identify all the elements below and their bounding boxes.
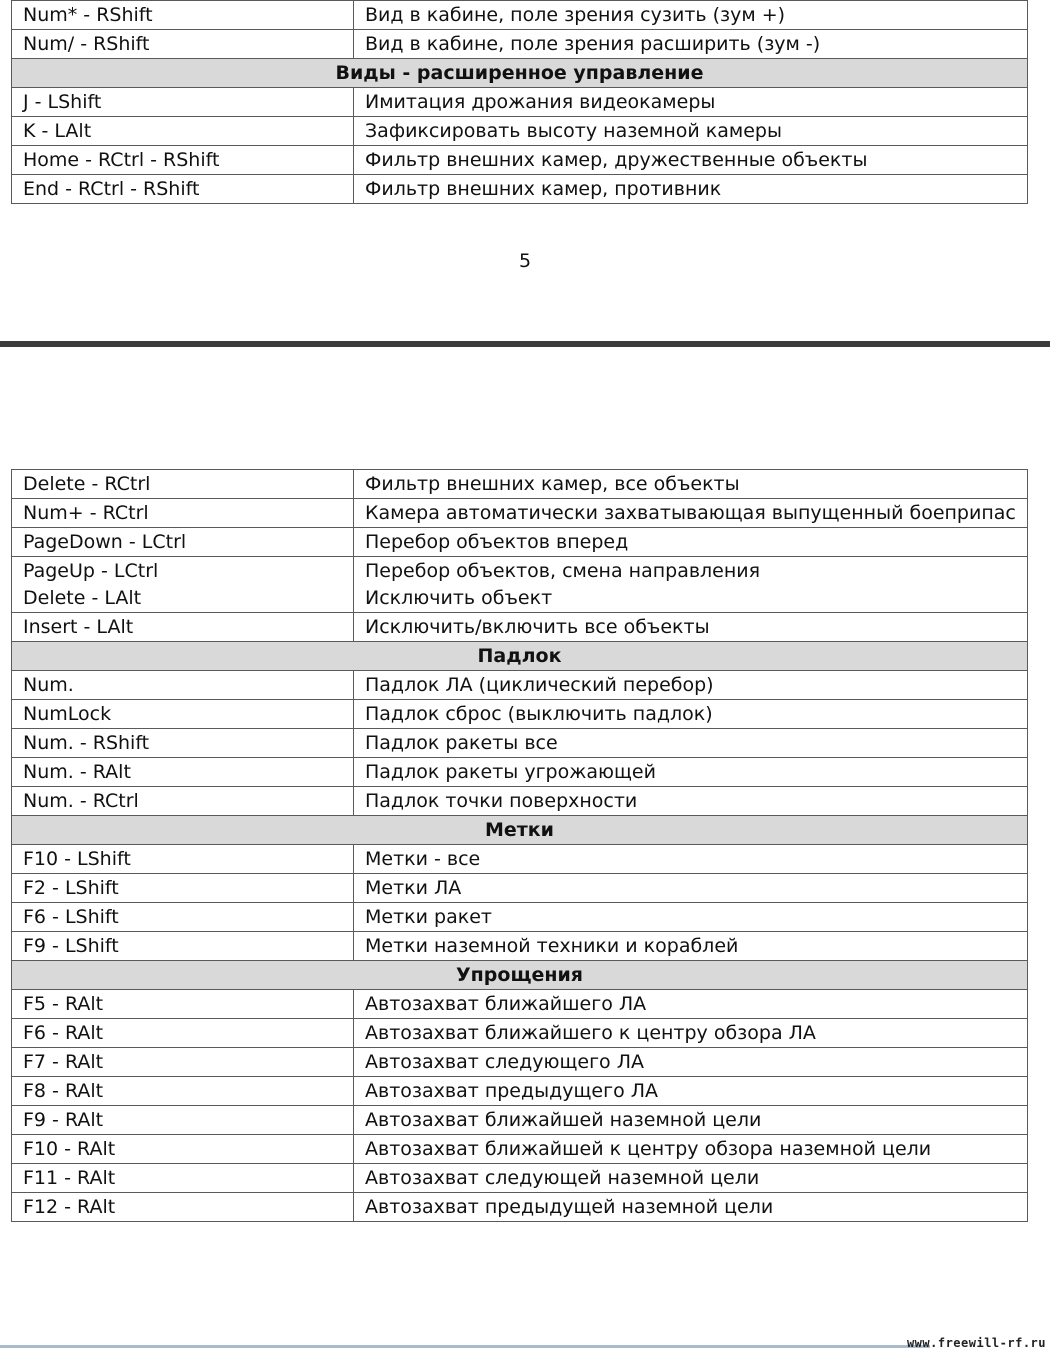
key-combo-cell: Num. - RCtrl — [12, 787, 354, 816]
table-row — [12, 990, 1028, 1019]
table-row — [12, 729, 1028, 758]
section-header-row — [12, 59, 1028, 88]
page-separator — [0, 341, 1050, 347]
action-cell: Падлок ракеты угрожающей — [354, 758, 1028, 787]
key-combo-cell: Insert - LAlt — [12, 613, 354, 642]
table-row — [12, 758, 1028, 787]
action-cell: Перебор объектов вперед — [354, 528, 1028, 557]
table-row — [12, 117, 1028, 146]
table-row — [12, 470, 1028, 499]
key-combo-cell: J - LShift — [12, 88, 354, 117]
action-cell: Вид в кабине, поле зрения сузить (зум +) — [354, 1, 1028, 30]
action-cell: Автозахват предыдущей наземной цели — [354, 1193, 1028, 1222]
action-cell: Падлок ракеты все — [354, 729, 1028, 758]
action-line: Исключить объект — [365, 586, 553, 609]
action-cell: Метки наземной техники и кораблей — [354, 932, 1028, 961]
key-combo-cell: End - RCtrl - RShift — [12, 175, 354, 204]
action-line: Перебор объектов, смена направления — [365, 559, 761, 582]
key-combo-cell: Home - RCtrl - RShift — [12, 146, 354, 175]
key-combo-line: PageUp - LCtrl — [23, 559, 159, 582]
table-row — [12, 1164, 1028, 1193]
table-row — [12, 528, 1028, 557]
action-cell: Фильтр внешних камер, все объекты — [354, 470, 1028, 499]
key-combo-cell: F11 - RAlt — [12, 1164, 354, 1193]
key-combo-cell: F10 - RAlt — [12, 1135, 354, 1164]
table-row — [12, 932, 1028, 961]
table-row — [12, 903, 1028, 932]
table-row — [12, 700, 1028, 729]
action-cell: Зафиксировать высоту наземной камеры — [354, 117, 1028, 146]
key-combo-cell: F6 - RAlt — [12, 1019, 354, 1048]
key-combo-cell: PageDown - LCtrl — [12, 528, 354, 557]
key-combo-cell: Num+ - RCtrl — [12, 499, 354, 528]
section-header-row — [12, 961, 1028, 990]
action-cell: Автозахват следующего ЛА — [354, 1048, 1028, 1077]
key-combo-cell: F12 - RAlt — [12, 1193, 354, 1222]
action-cell: Исключить/включить все объекты — [354, 613, 1028, 642]
action-cell: Автозахват следующей наземной цели — [354, 1164, 1028, 1193]
action-cell — [354, 557, 1028, 613]
action-cell: Метки ЛА — [354, 874, 1028, 903]
watermark: www.freewill-rf.ru — [906, 1336, 1046, 1350]
section-header-row — [12, 642, 1028, 671]
table-row — [12, 1019, 1028, 1048]
key-combo-cell: K - LAlt — [12, 117, 354, 146]
keybind-table-top — [11, 0, 1028, 204]
section-title: Упрощения — [12, 961, 1028, 990]
key-combo-cell: F9 - RAlt — [12, 1106, 354, 1135]
table-row — [12, 88, 1028, 117]
table-row — [12, 1106, 1028, 1135]
action-cell: Имитация дрожания видеокамеры — [354, 88, 1028, 117]
key-combo-cell: Num. - RAlt — [12, 758, 354, 787]
table-row — [12, 671, 1028, 700]
key-combo-cell: F8 - RAlt — [12, 1077, 354, 1106]
action-cell: Камера автоматически захватывающая выпущенный боеприпас — [354, 499, 1028, 528]
table-row — [12, 845, 1028, 874]
table-row — [12, 874, 1028, 903]
section-title: Виды - расширенное управление — [12, 59, 1028, 88]
action-cell: Автозахват ближайшего ЛА — [354, 990, 1028, 1019]
key-combo-cell: NumLock — [12, 700, 354, 729]
table-row — [12, 499, 1028, 528]
action-cell: Фильтр внешних камер, дружественные объекты — [354, 146, 1028, 175]
action-cell: Метки ракет — [354, 903, 1028, 932]
bottom-divider — [0, 1345, 930, 1348]
action-cell: Метки - все — [354, 845, 1028, 874]
section-title: Метки — [12, 816, 1028, 845]
key-combo-cell — [12, 557, 354, 613]
key-combo-cell: Num. - RShift — [12, 729, 354, 758]
table-row — [12, 146, 1028, 175]
key-combo-line: Delete - LAlt — [23, 586, 142, 609]
table-row — [12, 1077, 1028, 1106]
key-combo-cell: F2 - LShift — [12, 874, 354, 903]
key-combo-cell: F5 - RAlt — [12, 990, 354, 1019]
action-cell: Автозахват предыдущего ЛА — [354, 1077, 1028, 1106]
key-combo-cell: F10 - LShift — [12, 845, 354, 874]
key-combo-cell: F6 - LShift — [12, 903, 354, 932]
table-row — [12, 1, 1028, 30]
action-cell: Вид в кабине, поле зрения расширить (зум -) — [354, 30, 1028, 59]
key-combo-cell: Num. — [12, 671, 354, 700]
table-row — [12, 787, 1028, 816]
table-row — [12, 30, 1028, 59]
action-cell: Автозахват ближайшей наземной цели — [354, 1106, 1028, 1135]
key-combo-cell: F9 - LShift — [12, 932, 354, 961]
key-combo-cell: Num/ - RShift — [12, 30, 354, 59]
table-row — [12, 175, 1028, 204]
action-cell: Фильтр внешних камер, противник — [354, 175, 1028, 204]
action-cell: Падлок точки поверхности — [354, 787, 1028, 816]
table-row — [12, 1048, 1028, 1077]
key-combo-cell: F7 - RAlt — [12, 1048, 354, 1077]
action-cell: Автозахват ближайшего к центру обзора ЛА — [354, 1019, 1028, 1048]
section-title: Падлок — [12, 642, 1028, 671]
key-combo-cell: Num* - RShift — [12, 1, 354, 30]
table-row — [12, 1193, 1028, 1222]
action-cell: Падлок сброс (выключить падлок) — [354, 700, 1028, 729]
section-header-row — [12, 816, 1028, 845]
table-row — [12, 557, 1028, 613]
page-number: 5 — [518, 250, 532, 272]
key-combo-cell: Delete - RCtrl — [12, 470, 354, 499]
table-row — [12, 613, 1028, 642]
keybind-table-bottom — [11, 469, 1028, 1222]
action-cell: Падлок ЛА (циклический перебор) — [354, 671, 1028, 700]
action-cell: Автозахват ближайшей к центру обзора наземной цели — [354, 1135, 1028, 1164]
table-row — [12, 1135, 1028, 1164]
